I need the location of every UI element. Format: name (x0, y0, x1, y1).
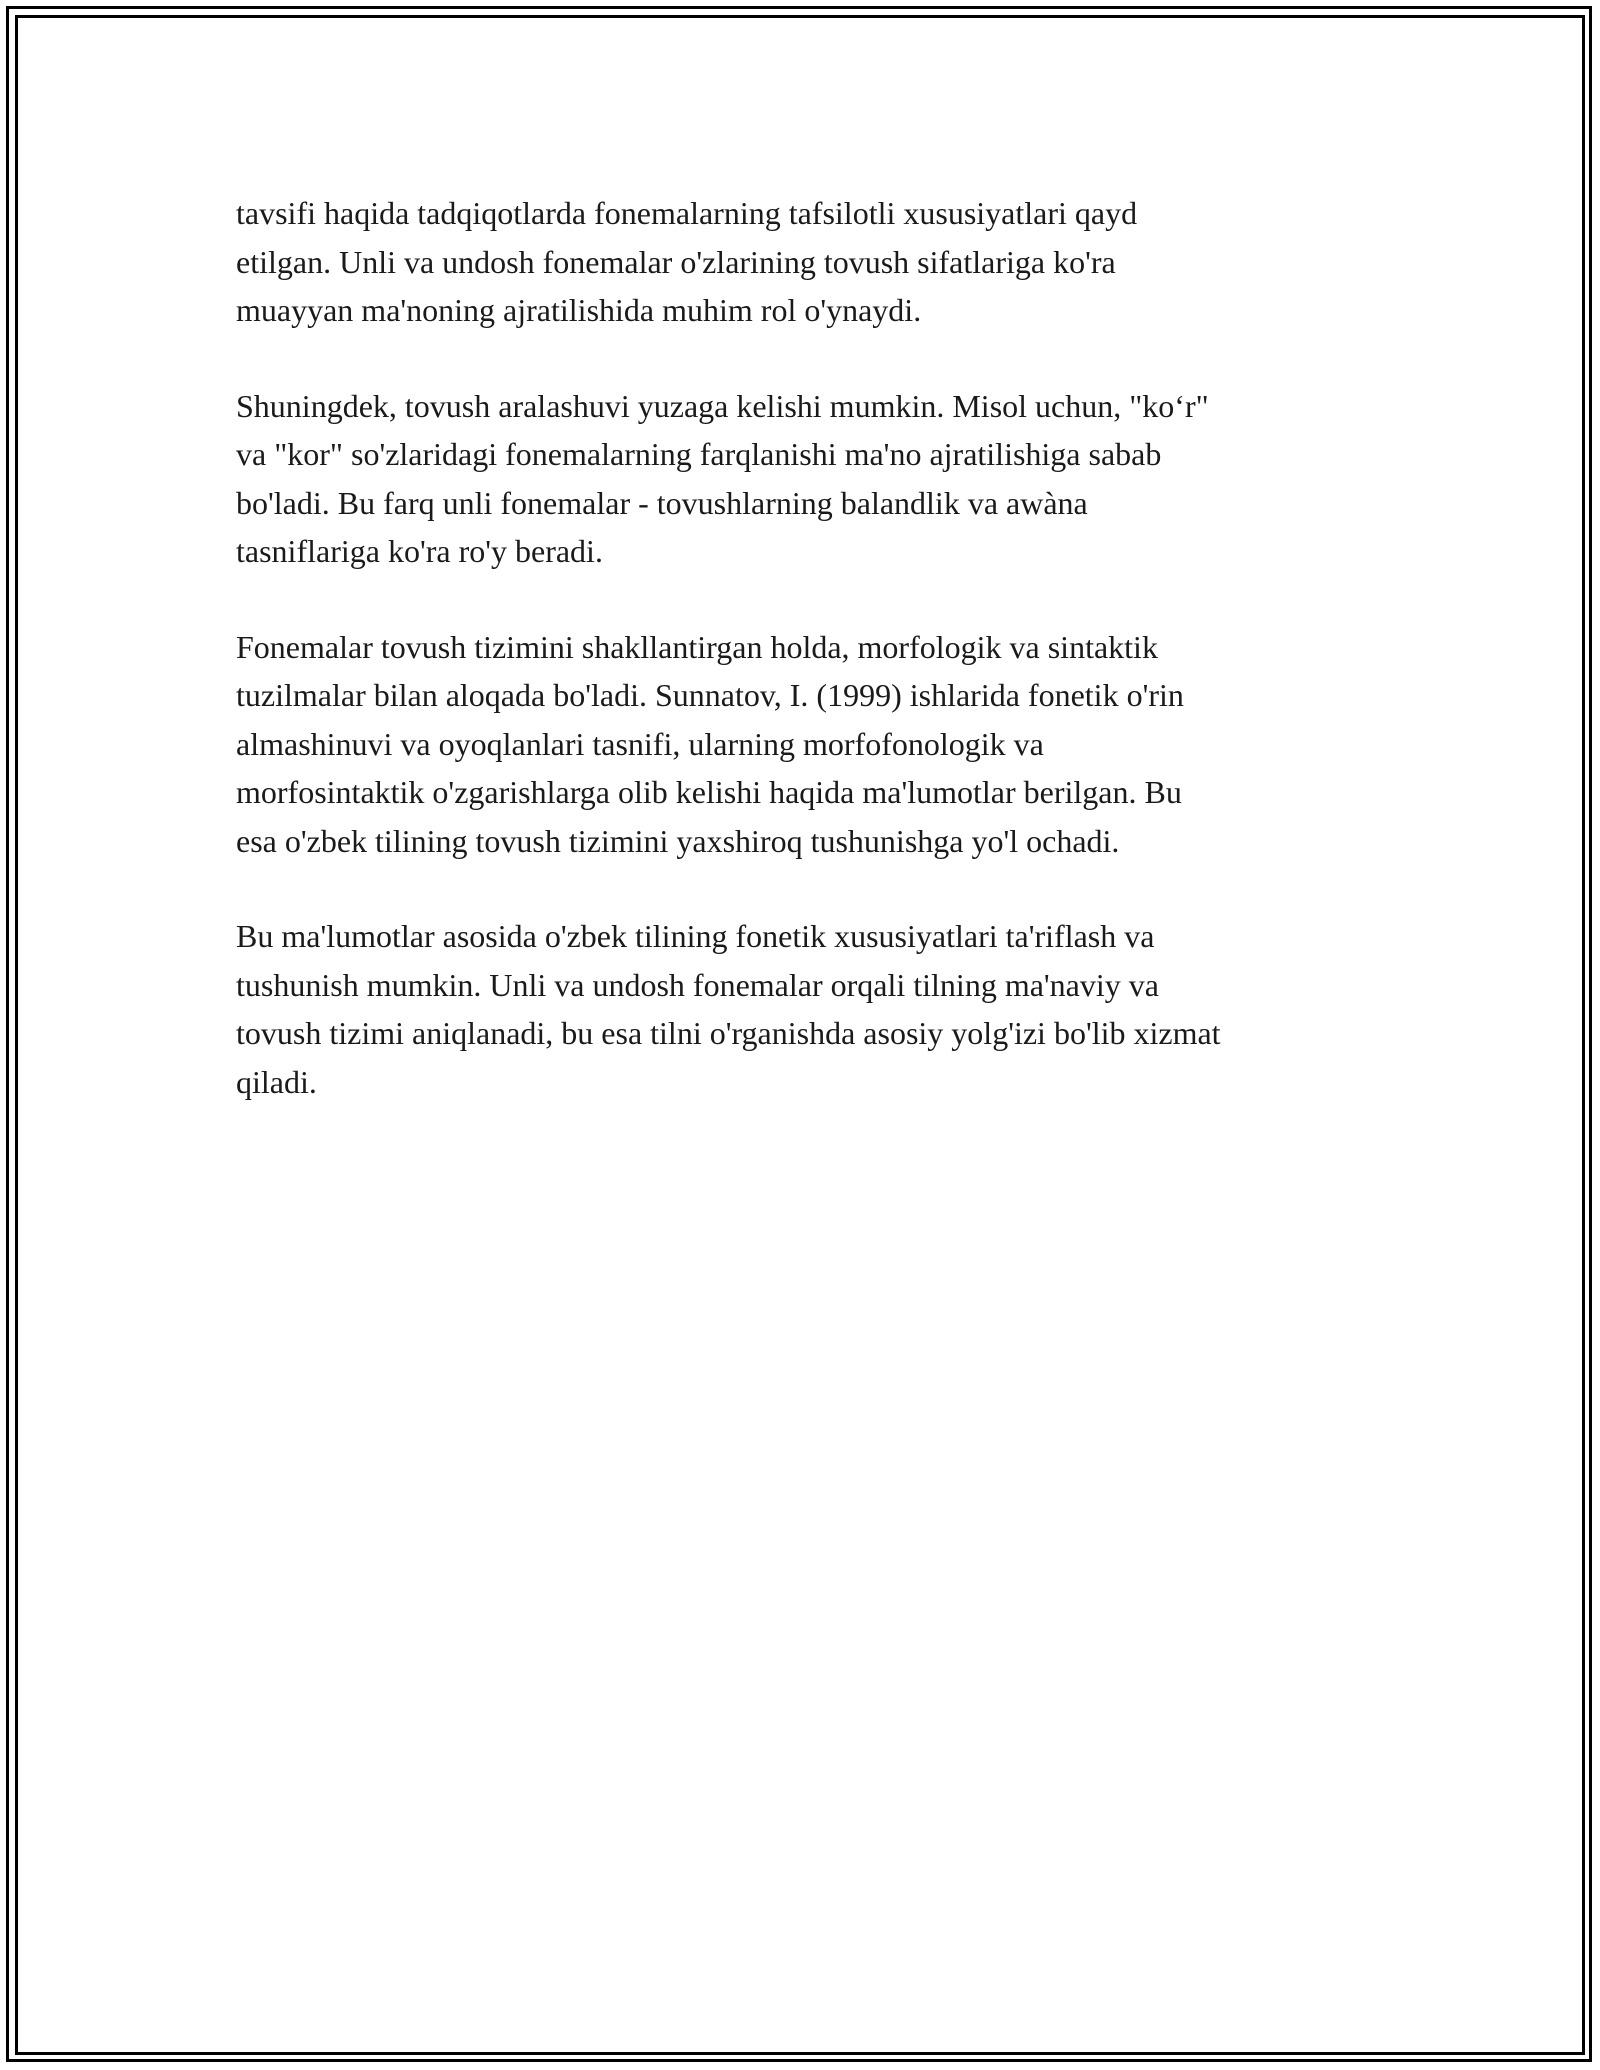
text-line: Fonemalar tovush tizimini shakllantirgan holda, morfologik va sintaktik (236, 628, 1158, 665)
text-line: esa o'zbek tilining tovush tizimini yaxshiroq tushunishga yo'l ochadi. (236, 822, 1120, 859)
text-line: muayyan ma'noning ajratilishida muhim rol o'ynaydi. (236, 292, 922, 328)
text-line: morfosintaktik o'zgarishlarga olib kelishi haqida ma'lumotlar berilgan. Bu (236, 774, 1182, 810)
text-line: bo'ladi. Bu farq unli fonemalar - tovushlarning balandlik va awàna (236, 484, 1088, 521)
text-line: etilgan. Unli va undosh fonemalar o'zlarining tovush sifatlariga ko'ra (236, 243, 1116, 280)
document-body (236, 189, 1386, 1106)
text-line: tushunish mumkin. Unli va undosh fonemalar orqali tilning ma'naviy va (236, 966, 1159, 1003)
text-line: tovush tizimi aniqlanadi, bu esa tilni o'rganishda asosiy yolg'izi bo'lib xizmat (236, 1015, 1221, 1051)
text-line: Bu ma'lumotlar asosida o'zbek tilining fonetik xususiyatlari ta'riflash va (236, 918, 1155, 954)
text-line: tuzilmalar bilan aloqada bo'ladi. Sunnatov, I. (1999) ishlarida fonetik o'rin (236, 677, 1184, 713)
text-line: qiladi. (236, 1063, 317, 1100)
paragraph-1 (236, 189, 1386, 335)
text-line: almashinuvi va oyoqlanlari tasnifi, ularning morfofonologik va (236, 725, 1044, 762)
paragraph-2 (236, 382, 1386, 576)
text-line: Shuningdek, tovush aralashuvi yuzaga kelishi mumkin. Misol uchun, "ko‘r" (236, 387, 1209, 424)
text-line: tavsifi haqida tadqiqotlarda fonemalarning tafsilotli xususiyatlari qayd (236, 195, 1138, 231)
text-line: va "kor" so'zlaridagi fonemalarning farqlanishi ma'no ajratilishiga sabab (236, 436, 1162, 472)
text-line: tasniflariga ko'ra ro'y beradi. (236, 533, 603, 569)
paragraph-3 (236, 623, 1386, 866)
paragraph-4 (236, 912, 1386, 1106)
